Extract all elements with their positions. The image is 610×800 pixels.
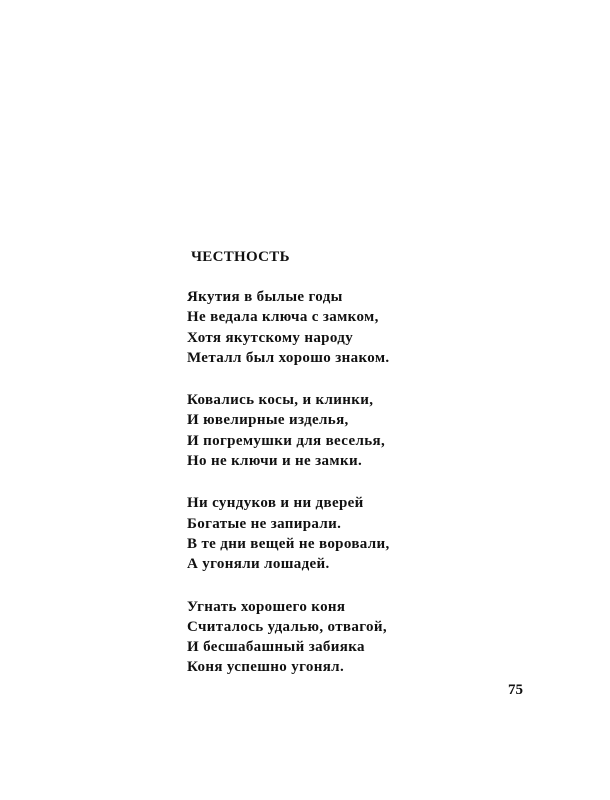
poem-line: И бесшабашный забияка: [187, 639, 365, 656]
poem-title: ЧЕСТНОСТЬ: [191, 249, 290, 265]
poem-line: Ни сундуков и ни дверей: [187, 495, 364, 512]
poem-line: Коня успешно угонял.: [187, 659, 345, 676]
poem-line: И погремушки для веселья,: [187, 432, 386, 449]
poem-line: Но не ключи и не замки.: [187, 453, 363, 470]
page-number: 75: [508, 682, 523, 698]
stanza-3: [187, 493, 547, 574]
poem-line: Богатые не запирали.: [187, 515, 342, 532]
poem-line: А угоняли лошадей.: [187, 556, 330, 573]
poem-line: Металл был хорошо знаком.: [187, 349, 390, 366]
poem-line: В те дни вещей не воровали,: [187, 535, 390, 552]
poem-line: И ювелирные изделья,: [187, 412, 349, 429]
poem-line: Хотя якутскому народу: [187, 329, 354, 346]
poem-line: Не ведала ключа с замком,: [187, 309, 379, 326]
poem-line: Угнать хорошего коня: [187, 598, 346, 615]
poem-line: Ковались косы, и клинки,: [187, 392, 374, 409]
poem-line: Якутия в былые годы: [187, 289, 343, 305]
stanza-2: [187, 390, 547, 471]
stanza-1: [187, 287, 547, 368]
poem-line: Считалось удалью, отвагой,: [187, 618, 387, 635]
stanza-4: [187, 597, 547, 678]
poem-body: [187, 287, 547, 700]
